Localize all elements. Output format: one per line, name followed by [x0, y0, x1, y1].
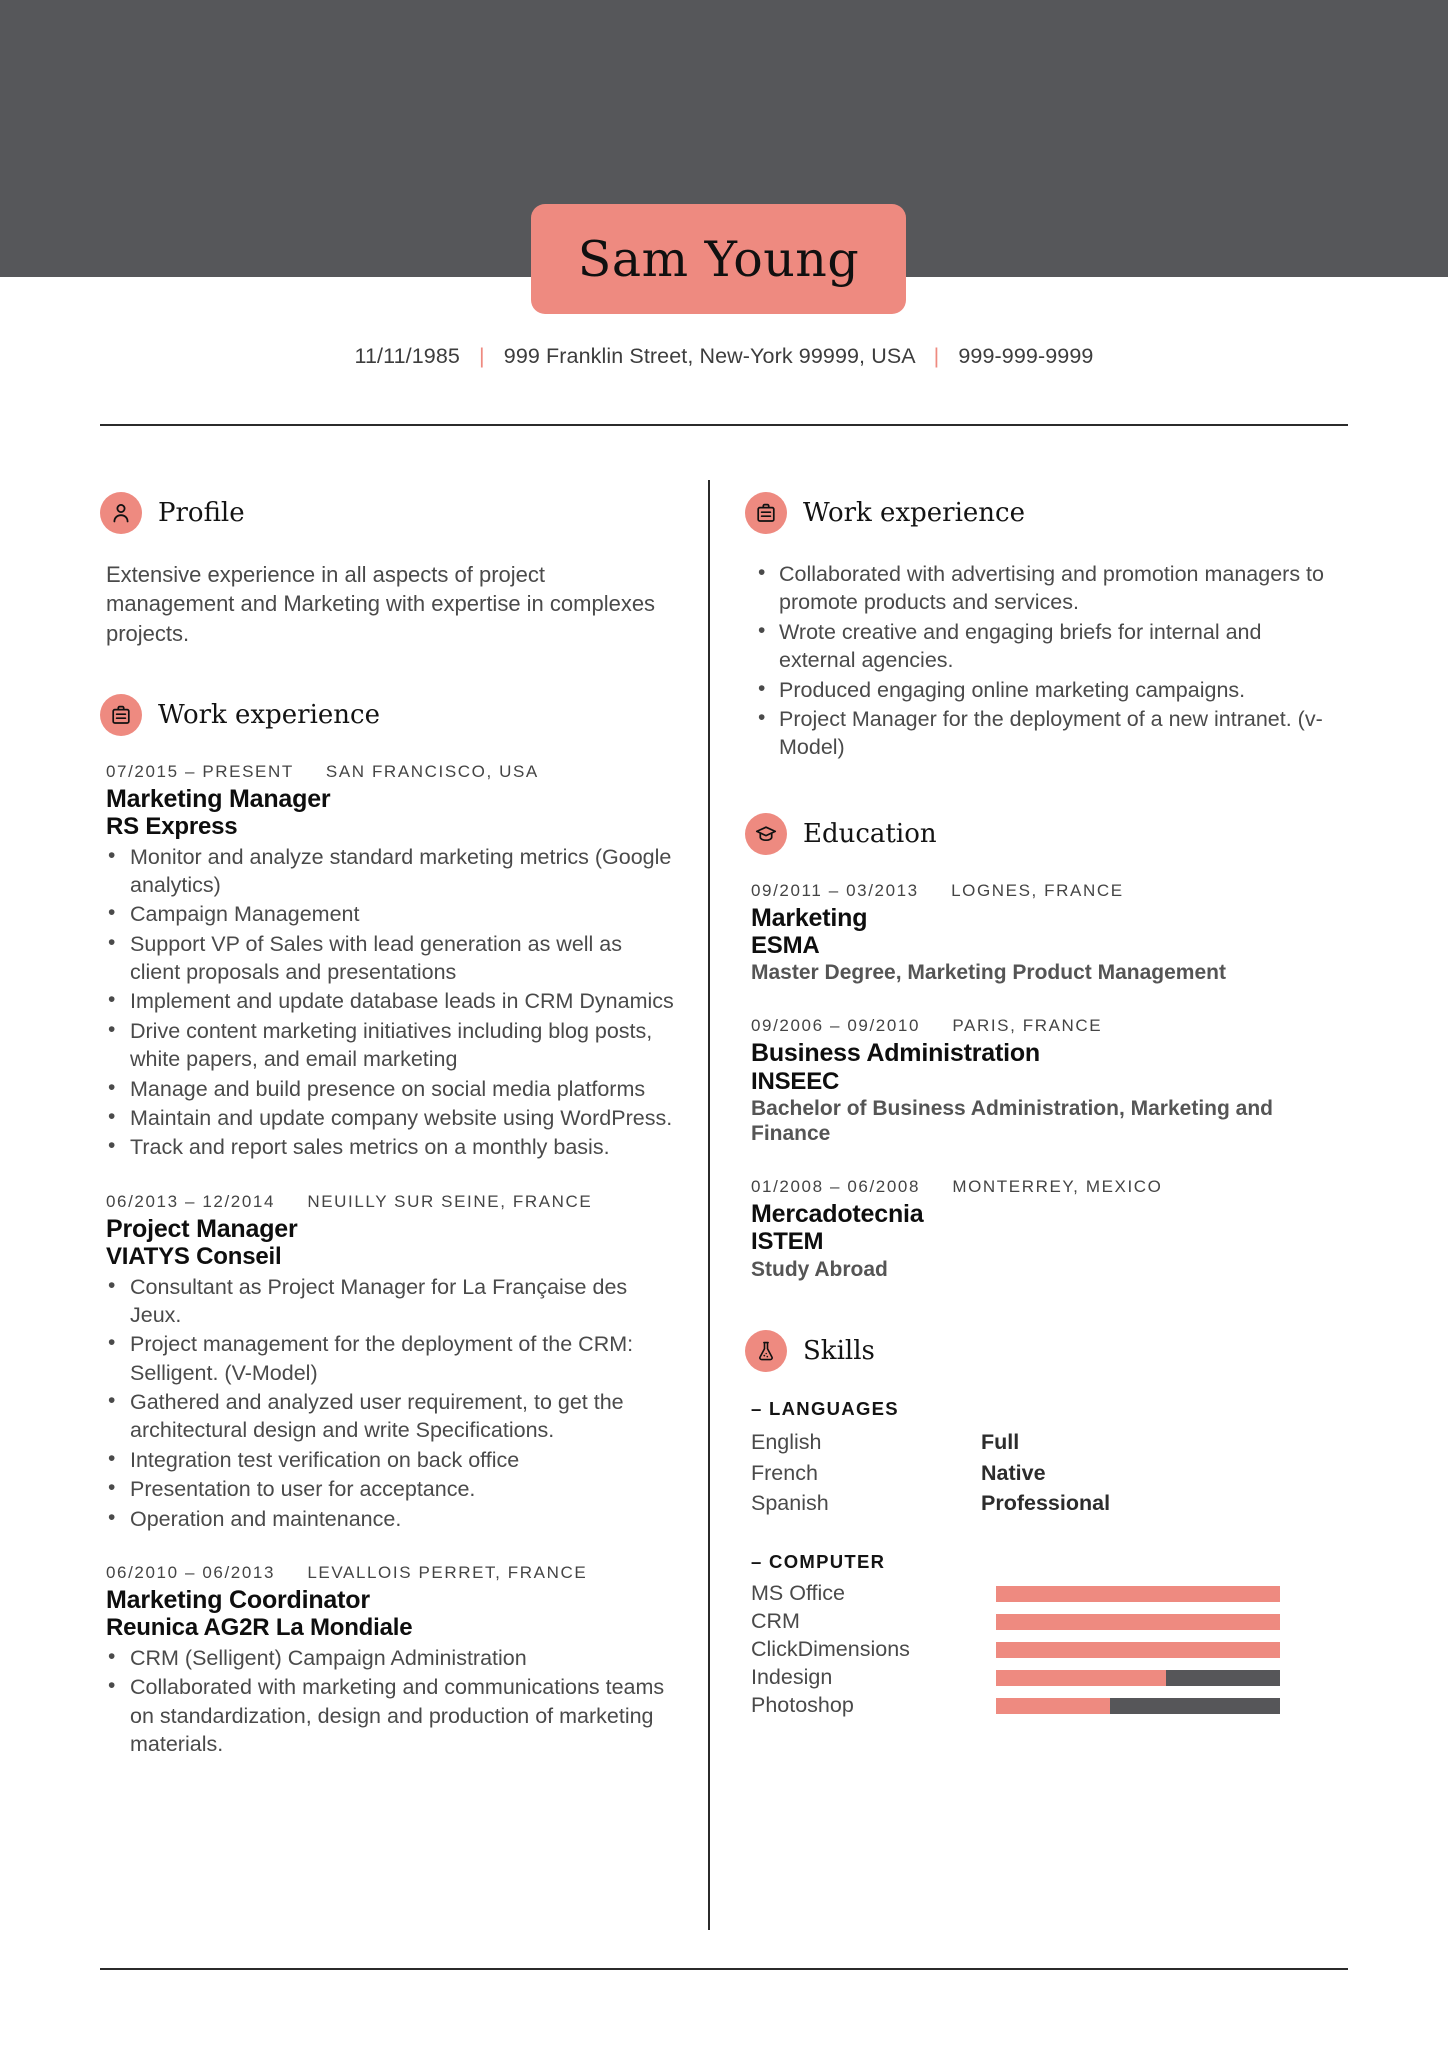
profile-summary: Extensive experience in all aspects of project management and Marketing with expertise in complexes projects. — [106, 562, 656, 646]
skills-languages-group — [745, 1398, 1330, 1519]
contact-line — [0, 344, 1448, 369]
job-meta — [106, 1192, 675, 1212]
section-title-education: Education — [803, 818, 937, 849]
computer-skill-name: CRM — [751, 1608, 800, 1633]
education-school: ISTEM — [751, 1228, 824, 1256]
job-bullet: • Campaign Management — [100, 900, 675, 928]
computer-skill-fill — [996, 1642, 1280, 1658]
job-dates: 07/2015 – PRESENT — [106, 761, 294, 781]
job-bullet: • Monitor and analyze standard marketing metrics (Google analytics) — [100, 843, 675, 900]
section-title-work-experience-right: Work experience — [803, 498, 1025, 528]
education-meta — [751, 1177, 1330, 1197]
job-bullet: • Collaborated with marketing and communications teams on standardization, design and production of marketing materials. — [100, 1673, 675, 1758]
candidate-name: Sam Young — [577, 230, 860, 288]
job-title: Marketing Coordinator — [106, 1585, 370, 1614]
language-name: English — [751, 1430, 822, 1455]
computer-skill-row — [751, 1636, 1330, 1664]
computer-skill-track — [996, 1698, 1280, 1714]
education-meta — [751, 1016, 1330, 1036]
contact-separator-1: | — [479, 344, 485, 368]
education-field: Business Administration — [751, 1039, 1040, 1068]
language-level: Native — [981, 1460, 1046, 1485]
job-bullet: • Track and report sales metrics on a monthly basis. — [100, 1133, 675, 1161]
computer-skill-fill — [996, 1670, 1166, 1686]
computer-skill-track — [996, 1670, 1280, 1686]
contact-phone: 999-999-9999 — [958, 344, 1094, 368]
flask-icon — [745, 1330, 787, 1372]
education-entry — [745, 881, 1330, 987]
language-row — [751, 1488, 1330, 1519]
top-divider-rule — [100, 424, 1348, 426]
education-dates: 01/2008 – 06/2008 — [751, 1176, 921, 1196]
job-entry — [100, 762, 675, 1162]
job-dates: 06/2013 – 12/2014 — [106, 1191, 276, 1211]
education-degree: Master Degree, Marketing Product Management — [751, 961, 1226, 985]
job-entry — [100, 1563, 675, 1758]
section-title-work-experience-left: Work experience — [158, 699, 380, 730]
right-column — [745, 492, 1330, 1720]
briefcase-icon — [100, 694, 142, 736]
education-field: Mercadotecnia — [751, 1199, 924, 1228]
job-location: SAN FRANCISCO, USA — [325, 761, 539, 781]
education-school: INSEEC — [751, 1067, 840, 1095]
job-bullet: • Presentation to user for acceptance. — [100, 1475, 675, 1503]
education-school: ESMA — [751, 932, 820, 960]
education-entry — [745, 1177, 1330, 1283]
computer-skill-row — [751, 1580, 1330, 1608]
education-location: LOGNES, FRANCE — [951, 880, 1124, 900]
section-skills-header — [745, 1330, 1330, 1372]
computer-skill-fill — [996, 1586, 1280, 1602]
education-degree: Bachelor of Business Administration, Marketing and Finance — [751, 1097, 1273, 1145]
job-organization: Reunica AG2R La Mondiale — [106, 1614, 413, 1642]
language-row — [751, 1427, 1330, 1458]
skills-subheading-languages: – LANGUAGES — [751, 1398, 899, 1420]
computer-skill-name: ClickDimensions — [751, 1636, 910, 1661]
job-bullet: • Operation and maintenance. — [100, 1505, 675, 1533]
job-location: LEVALLOIS PERRET, FRANCE — [307, 1562, 588, 1582]
job-title: Project Manager — [106, 1214, 298, 1243]
job-organization: VIATYS Conseil — [106, 1243, 282, 1271]
computer-skill-row — [751, 1692, 1330, 1720]
briefcase-icon — [745, 492, 787, 534]
language-name: Spanish — [751, 1491, 829, 1516]
computer-skill-row — [751, 1664, 1330, 1692]
section-education-header — [745, 813, 1330, 855]
job-bullet: • Maintain and update company website using WordPress. — [100, 1104, 675, 1132]
job-title: Marketing Manager — [106, 784, 331, 813]
language-level: Full — [981, 1430, 1020, 1455]
computer-skill-name: Indesign — [751, 1664, 833, 1689]
work-experience-bullet-list-right — [745, 560, 1330, 762]
education-field: Marketing — [751, 903, 868, 932]
job-bullet: • Project management for the deployment of the CRM: Selligent. (V-Model) — [100, 1330, 675, 1387]
left-column — [100, 492, 675, 1759]
computer-skill-track — [996, 1586, 1280, 1602]
education-dates: 09/2006 – 09/2010 — [751, 1016, 921, 1036]
job-bullet: • Produced engaging online marketing campaigns. — [745, 676, 1330, 704]
skills-computer-group — [745, 1551, 1330, 1720]
section-work-experience-header-left — [100, 694, 675, 736]
computer-skill-track — [996, 1614, 1280, 1630]
computer-skill-name: MS Office — [751, 1580, 845, 1605]
job-bullet-list — [100, 1644, 675, 1759]
job-bullet-list — [100, 1273, 675, 1533]
skills-subheading-computer: – COMPUTER — [751, 1550, 886, 1572]
job-bullet: • Support VP of Sales with lead generation as well as client proposals and presentations — [100, 930, 675, 987]
computer-skill-row — [751, 1608, 1330, 1636]
language-row — [751, 1458, 1330, 1489]
job-meta — [106, 1563, 675, 1583]
job-bullet: • Project Manager for the deployment of a new intranet. (v-Model) — [745, 705, 1330, 762]
job-bullet: • Collaborated with advertising and promotion managers to promote products and services. — [745, 560, 1330, 617]
job-bullet: • Drive content marketing initiatives including blog posts, white papers, and email marketing — [100, 1017, 675, 1074]
contact-address: 999 Franklin Street, New-York 99999, USA — [503, 344, 915, 368]
name-badge — [531, 204, 906, 314]
job-meta — [106, 762, 675, 782]
section-profile-header — [100, 492, 675, 534]
job-bullet-list — [100, 843, 675, 1162]
education-entry — [745, 1016, 1330, 1146]
job-entry — [100, 1192, 675, 1533]
job-bullet: • Wrote creative and engaging briefs for internal and external agencies. — [745, 618, 1330, 675]
computer-skill-fill — [996, 1614, 1280, 1630]
job-bullet: • Integration test verification on back office — [100, 1446, 675, 1474]
graduation-cap-icon — [745, 813, 787, 855]
education-location: MONTERREY, MEXICO — [952, 1176, 1163, 1196]
job-location: NEUILLY SUR SEINE, FRANCE — [307, 1191, 593, 1211]
section-title-profile: Profile — [158, 498, 245, 528]
job-bullet: • Consultant as Project Manager for La Française des Jeux. — [100, 1273, 675, 1330]
education-location: PARIS, FRANCE — [952, 1016, 1103, 1036]
job-bullet: • Gathered and analyzed user requirement, to get the architectural design and write Specifications. — [100, 1388, 675, 1445]
job-organization: RS Express — [106, 813, 238, 841]
section-work-experience-header-right — [745, 492, 1330, 534]
job-dates: 06/2010 – 06/2013 — [106, 1562, 276, 1582]
language-level: Professional — [981, 1491, 1111, 1516]
person-icon — [100, 492, 142, 534]
education-dates: 09/2011 – 03/2013 — [751, 880, 919, 900]
job-bullet: • CRM (Selligent) Campaign Administration — [100, 1644, 675, 1672]
job-bullet: • Implement and update database leads in CRM Dynamics — [100, 987, 675, 1015]
computer-skill-fill — [996, 1698, 1110, 1714]
bottom-divider-rule — [100, 1968, 1348, 1970]
computer-skill-track — [996, 1642, 1280, 1658]
section-title-skills: Skills — [803, 1336, 875, 1367]
education-degree: Study Abroad — [751, 1257, 888, 1281]
computer-skill-name: Photoshop — [751, 1692, 854, 1717]
job-bullet: • Manage and build presence on social media platforms — [100, 1075, 675, 1103]
education-meta — [751, 881, 1330, 901]
column-divider-rule — [708, 480, 710, 1930]
contact-birthdate: 11/11/1985 — [354, 344, 460, 368]
contact-separator-2: | — [933, 344, 940, 368]
language-name: French — [751, 1460, 818, 1485]
